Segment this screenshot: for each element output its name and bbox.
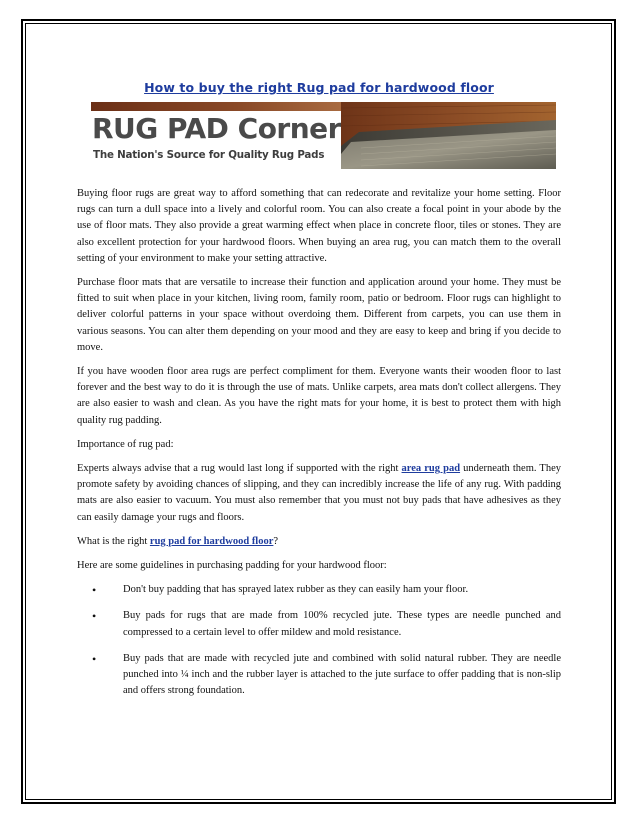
rug-pad-corner-banner [91,102,556,169]
paragraph-intro: Buying floor rugs are great way to afford something that can redecorate and revitalize your home setting. Floor rugs can turn a dull space into a lively and colorful room. You can also create a focal point in your abode by the use of floor mats. They also provide a great warming effect when place in concrete floor, tiles or stones. They are also excellent protection for your hardwood floors. When buying an area rug, you can match them to the overall setting of your environment to make your setting attractive. [77,188,561,264]
paragraph-guidelines-intro: Here are some guidelines in purchasing padding for your hardwood floor: [77,560,387,572]
paragraph-question-text-2: ? [273,535,279,547]
paragraph-question-text-1: What is the right [77,535,150,547]
article-body [77,186,561,709]
paragraph-wooden-floor: If you have wooden floor area rugs are perfect compliment for them. Everyone wants their wooden floor to last forever and the best way to do it is through the use of mats. Unlike carpets, area mats don't collect allergens. They are also easier to wash and clean. As you have the right mats for your home, it is best to protect them with high quality rug padding. [77,366,561,426]
banner-logo-text: RUG PAD Corner [92,112,341,145]
banner-stripe [91,102,341,111]
guidelines-list [77,582,561,699]
bullet-icon: • [92,583,97,598]
list-item-text: Buy pads for rugs that are made from 100% recycled jute. These types are needle punched and compressed to a certain level to offer mildew and mold resistance. [123,610,561,638]
list-item [77,608,561,640]
paragraph-importance-heading: Importance of rug pad: [77,438,174,450]
list-item [77,582,561,598]
paragraph-floor-mats: Purchase floor mats that are versatile to increase their function and application around your home. They must be fitted to suit when place in your kitchen, living room, family room, patio or bedroom. Floor rugs can highlight to deliver colorful patterns in your space without overdoing them. Different from carpets, you can use them in various seasons. You can alter them depending on your mood and they are easy to keep and bring if you decide to move. [77,277,561,353]
bullet-icon: • [92,609,97,624]
banner-logo-area [91,102,341,169]
rug-pad-for-hardwood-floor-link[interactable]: rug pad for hardwood floor [149,535,274,547]
area-rug-pad-link[interactable]: area rug pad [401,463,461,475]
paragraph-question [77,534,561,550]
list-item [77,651,561,700]
list-item-text: Buy pads that are made with recycled jute and combined with solid natural rubber. They are needle punched into ¼ inch and the rubber layer is attached to the jute surface to offer padding that is non-slip and offers strong foundation. [123,652,561,697]
rug-pad-photo [341,102,556,169]
banner-tagline: The Nation's Source for Quality Rug Pads [93,149,325,161]
list-item-text: Don't buy padding that has sprayed latex rubber as they can easily ham your floor. [123,584,469,596]
paragraph-experts-text-1: Experts always advise that a rug would last long if supported with the right [77,463,402,475]
paragraph-experts [77,461,561,526]
bullet-icon: • [92,651,97,666]
page-title: How to buy the right Rug pad for hardwood floor [144,80,494,95]
paragraph-experts-text-2: underneath them. They promote safety by avoiding chances of slipping, and they can incredibly increase the life of any rug. With padding mats are also easier to vacuum. You must also remember that you must not buy pads that have adhesives as they can easily damage your rugs and floors. [77,463,561,523]
